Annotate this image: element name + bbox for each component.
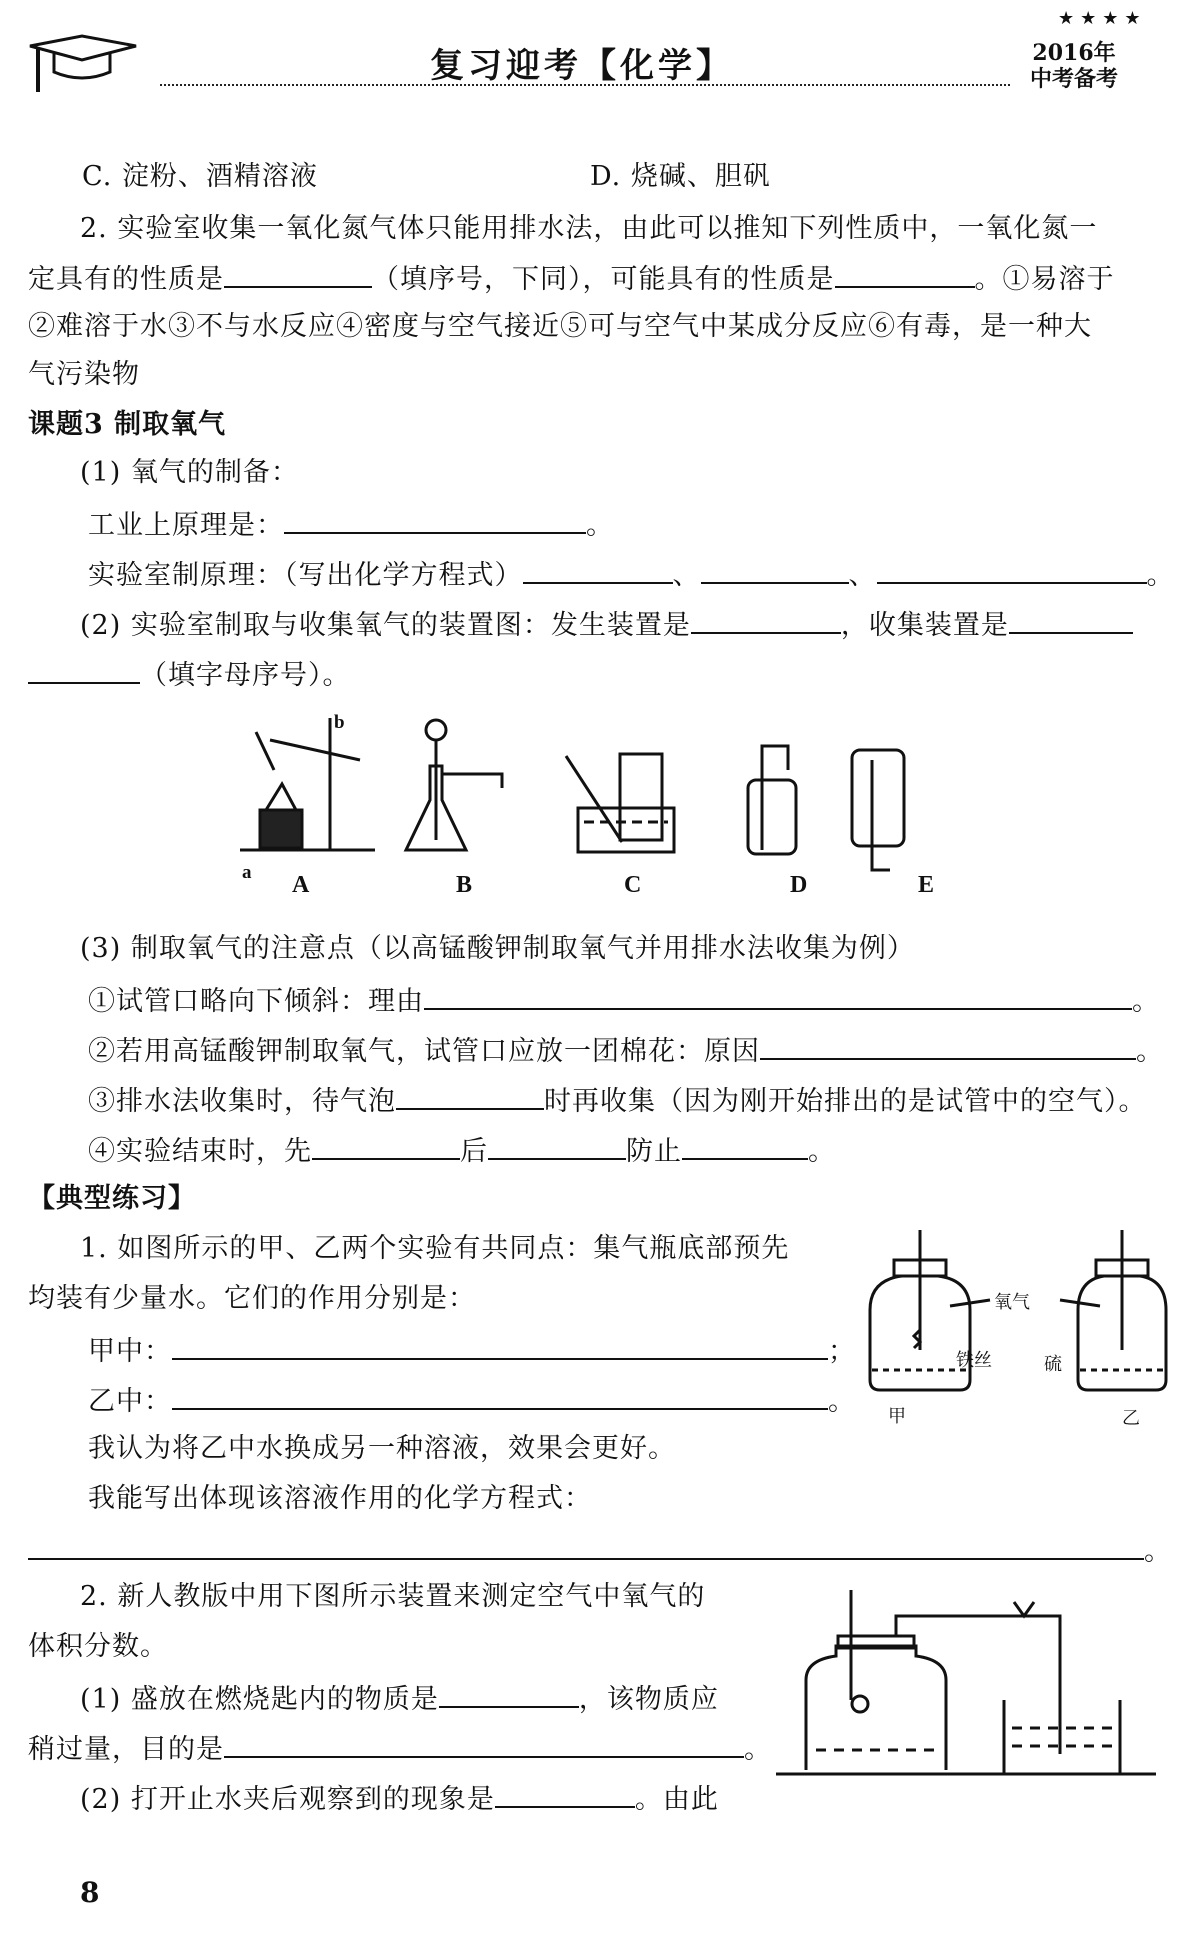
industrial-label: 工业上原理是：: [88, 510, 284, 541]
option-d: D. 烧碱、胆矾: [590, 161, 771, 192]
p2-text: （填字母序号）。: [140, 660, 351, 691]
note-1: [88, 982, 1162, 1019]
answer-blank[interactable]: [835, 260, 975, 288]
p2-text: (2) 实验室制取与收集氧气的装置图：发生装置是: [80, 610, 691, 641]
answer-blank[interactable]: [439, 1680, 579, 1708]
question-2-line1: 2. 实验室收集一氧化氮气体只能用排水法，由此可以推知下列性质中，一氧化氮一: [80, 213, 1098, 244]
answer-blank[interactable]: [28, 656, 140, 684]
page-number: 8: [80, 1876, 100, 1909]
note-text: 防止: [626, 1136, 682, 1167]
note-4: [88, 1132, 1162, 1169]
apparatus-b: [406, 720, 502, 850]
apparatus-label-d: D: [790, 872, 808, 898]
answer-blank[interactable]: [760, 1032, 1136, 1060]
stars-decoration: ★★★★: [1058, 8, 1147, 29]
practice-heading: 【典型练习】: [28, 1183, 196, 1214]
exercise-2-line1: 2. 新人教版中用下图所示装置来测定空气中氧气的: [80, 1581, 706, 1612]
note-text: ①试管口略向下倾斜：理由: [88, 986, 424, 1017]
e2-text: 。由此: [634, 1784, 719, 1815]
punct: 、: [672, 560, 701, 591]
apparatus-label-e: E: [918, 872, 935, 898]
header-subtitle: 中考备考: [1030, 66, 1119, 92]
answer-blank[interactable]: [523, 556, 673, 584]
part-2-line1: [80, 606, 1162, 643]
punct: 。: [1136, 1036, 1164, 1067]
sulfur-label: 硫: [1044, 1354, 1062, 1375]
q2-text-a: 定具有的性质是: [28, 264, 224, 295]
exercise-1-equation-line: [28, 1532, 1172, 1569]
industrial-principle: [88, 506, 1162, 543]
header-divider: [160, 84, 1010, 86]
answer-blank[interactable]: [224, 260, 372, 288]
exercise-1-note: 我认为将乙中水换成另一种溶液，效果会更好。: [88, 1433, 676, 1464]
punct: 。: [1132, 986, 1160, 1017]
topic-heading: 课题3 制取氧气: [28, 409, 227, 440]
note-text: ②若用高锰酸钾制取氧气，试管口应放一团棉花：原因: [88, 1036, 760, 1067]
answer-blank[interactable]: [682, 1132, 808, 1160]
answer-blank[interactable]: [495, 1780, 635, 1808]
e2-text: (2) 打开止水夹后观察到的现象是: [80, 1784, 495, 1815]
exercise-1-line2: 均装有少量水。它们的作用分别是：: [28, 1283, 476, 1314]
option-c: C. 淀粉、酒精溶液: [82, 161, 318, 192]
answer-blank[interactable]: [701, 556, 849, 584]
answer-blank[interactable]: [284, 506, 586, 534]
punct: ；: [828, 1336, 856, 1367]
question-2-line2: [28, 260, 1162, 297]
punct: 。: [808, 1136, 836, 1167]
apparatus-label-c: C: [624, 872, 642, 898]
yi-label: 乙中：: [88, 1386, 172, 1417]
label-b-small: b: [334, 712, 345, 733]
question-2-line4: 气污染物: [28, 359, 140, 390]
exercise-2-part2: [80, 1780, 1162, 1817]
note-text: 时再收集（因为刚开始排出的是试管中的空气）。: [544, 1086, 1147, 1117]
question-2-line3: ②难溶于水③不与水反应④密度与空气接近⑤可与空气中某成分反应⑥有毒，是一种大: [28, 311, 1092, 342]
part-1-heading: (1) 氧气的制备：: [80, 457, 299, 488]
iron-wire-label: 铁丝: [956, 1350, 992, 1371]
answer-blank[interactable]: [488, 1132, 626, 1160]
punct: 。: [744, 1734, 772, 1765]
answer-blank[interactable]: [172, 1332, 828, 1360]
answer-blank[interactable]: [424, 982, 1132, 1010]
apparatus-label-a: A: [292, 872, 310, 898]
header-year-badge: [1030, 40, 1118, 92]
e2-text: 稍过量，目的是: [28, 1734, 224, 1765]
punct: 。: [828, 1386, 856, 1417]
apparatus-d: [748, 746, 796, 854]
apparatus-a: [240, 718, 375, 850]
jia-label: 甲中：: [88, 1336, 172, 1367]
header-year: 2016年: [1032, 40, 1116, 66]
lab-label: 实验室制原理：（写出化学方程式）: [88, 560, 523, 591]
jar-jia-label: 甲: [888, 1406, 906, 1427]
label-a-small: a: [242, 862, 252, 883]
note-text: 后: [460, 1136, 488, 1167]
punct: 。: [1144, 1536, 1172, 1567]
note-text: ③排水法收集时，待气泡: [88, 1086, 396, 1117]
apparatus-e: [852, 750, 904, 870]
oxygen-volume-apparatus: [776, 1570, 1166, 1780]
exercise-1-equation-prompt: 我能写出体现该溶液作用的化学方程式：: [88, 1483, 592, 1514]
oxygen-label: 氧气: [994, 1292, 1030, 1313]
punct: 、: [848, 560, 877, 591]
page-header-title: 复习迎考【化学】: [430, 46, 734, 86]
exercise-1-line1: 1. 如图所示的甲、乙两个实验有共同点：集气瓶底部预先: [80, 1233, 790, 1264]
p2-text: ，收集装置是: [840, 610, 1009, 641]
exercise-2-line2: 体积分数。: [28, 1631, 168, 1662]
answer-blank[interactable]: [877, 556, 1147, 584]
answer-blank[interactable]: [396, 1082, 544, 1110]
answer-blank[interactable]: [312, 1132, 460, 1160]
answer-blank[interactable]: [172, 1382, 828, 1410]
punct: 。: [586, 510, 614, 541]
note-2: [88, 1032, 1162, 1069]
jar-yi-label: 乙: [1122, 1408, 1140, 1429]
answer-blank[interactable]: [28, 1532, 1144, 1560]
punct: 。: [1146, 560, 1175, 591]
answer-blank[interactable]: [1009, 606, 1133, 634]
lab-principle: [88, 556, 1175, 593]
apparatus-label-b: B: [456, 872, 473, 898]
note-text: ④实验结束时，先: [88, 1136, 312, 1167]
part-2-line2: [28, 656, 1162, 693]
apparatus-c: [566, 754, 674, 852]
q2-text-c: 。①易溶于: [974, 264, 1115, 295]
graduation-cap-icon: [24, 32, 142, 96]
part-3-heading: (3) 制取氧气的注意点（以高锰酸钾制取氧气并用排水法收集为例）: [80, 933, 915, 964]
note-3: [88, 1082, 1162, 1119]
answer-blank[interactable]: [691, 606, 841, 634]
combustion-jars-figure: [850, 1230, 1170, 1430]
e2-text: ，该物质应: [578, 1684, 719, 1715]
q2-text-b: （填序号，下同），可能具有的性质是: [372, 264, 835, 295]
answer-blank[interactable]: [224, 1730, 744, 1758]
e2-text: (1) 盛放在燃烧匙内的物质是: [80, 1684, 439, 1715]
